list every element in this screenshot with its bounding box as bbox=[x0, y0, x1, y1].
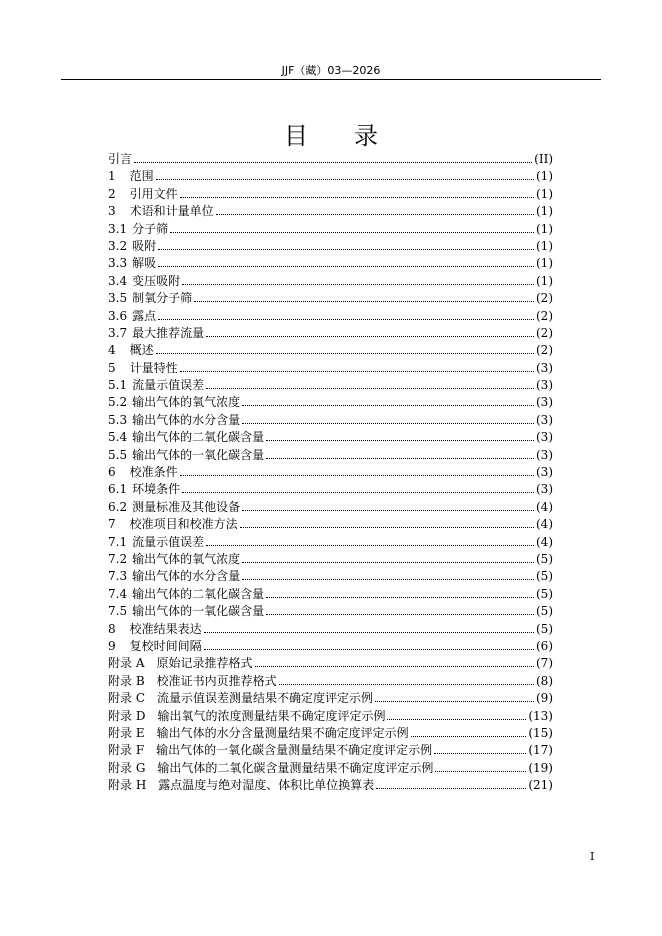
toc-entry-label: 变压吸附 bbox=[132, 273, 181, 288]
toc-entry-number: 附录 H bbox=[108, 778, 147, 793]
toc-entry-page: (5) bbox=[536, 604, 553, 619]
toc-entry-page: (5) bbox=[536, 621, 553, 636]
toc-leader-dots bbox=[434, 753, 526, 754]
toc-entry-label: 术语和计量单位 bbox=[129, 204, 214, 219]
toc-entry-page: (2) bbox=[536, 325, 553, 340]
toc-leader-dots bbox=[216, 214, 534, 215]
toc-entry-number: 附录 D bbox=[108, 708, 146, 723]
toc-entry-label: 输出气体的一氧化碳含量 bbox=[132, 447, 265, 462]
page-title: 目录 bbox=[284, 122, 424, 150]
toc-entry-number: 附录 E bbox=[108, 725, 145, 740]
toc-entry-page: (II) bbox=[534, 152, 553, 166]
toc-entry[interactable] bbox=[108, 220, 553, 237]
toc-entry-number: 3.6 bbox=[108, 308, 128, 323]
toc-entry-number: 5.5 bbox=[108, 447, 128, 462]
toc-entry-page: (3) bbox=[536, 447, 553, 462]
toc-leader-dots bbox=[204, 649, 534, 650]
toc-entry[interactable] bbox=[108, 550, 553, 567]
toc-entry-number: 8 bbox=[108, 621, 116, 636]
toc-entry[interactable] bbox=[108, 463, 553, 480]
toc-leader-dots bbox=[134, 162, 532, 163]
toc-entry-page: (3) bbox=[536, 412, 553, 427]
toc-entry-number: 6 bbox=[108, 465, 116, 480]
toc-entry[interactable] bbox=[108, 654, 553, 671]
toc-entry[interactable] bbox=[108, 167, 553, 184]
toc-entry-page: (19) bbox=[528, 760, 553, 775]
toc-entry-label: 引用文件 bbox=[129, 186, 178, 201]
toc-entry[interactable] bbox=[108, 289, 553, 306]
toc-leader-dots bbox=[242, 510, 534, 511]
toc-entry-page: (2) bbox=[536, 291, 553, 306]
toc-leader-dots bbox=[266, 458, 534, 459]
toc-entry-number: 7.4 bbox=[108, 586, 128, 601]
toc-entry[interactable] bbox=[108, 672, 553, 689]
toc-leader-dots bbox=[240, 527, 534, 528]
toc-leader-dots bbox=[242, 423, 534, 424]
toc-entry-number: 1 bbox=[108, 169, 116, 184]
toc-leader-dots bbox=[180, 371, 534, 372]
toc-leader-dots bbox=[242, 579, 534, 580]
toc-entry-number: 5 bbox=[108, 360, 116, 375]
toc-entry-page: (6) bbox=[536, 638, 553, 653]
toc-leader-dots bbox=[375, 701, 534, 702]
toc-entry-page: (3) bbox=[536, 430, 553, 445]
toc-entry-label: 露点 bbox=[132, 308, 157, 323]
toc-entry[interactable] bbox=[108, 237, 553, 254]
toc-entry-page: (4) bbox=[536, 499, 553, 514]
toc-entry[interactable] bbox=[108, 185, 553, 202]
toc-leader-dots bbox=[242, 562, 534, 563]
toc-entry-number: 6.2 bbox=[108, 499, 128, 514]
toc-leader-dots bbox=[435, 771, 526, 772]
toc-entry-page: (4) bbox=[536, 534, 553, 549]
toc-entry-number: 5.2 bbox=[108, 395, 128, 410]
toc-entry[interactable] bbox=[108, 759, 553, 776]
toc-entry-page: (3) bbox=[536, 482, 553, 497]
toc-entry-page: (8) bbox=[536, 673, 553, 688]
toc-entry-label: 测量标准及其他设备 bbox=[132, 499, 241, 514]
toc-entry-page: (2) bbox=[536, 343, 553, 358]
toc-entry-page: (9) bbox=[536, 691, 553, 706]
table-of-contents bbox=[108, 150, 553, 793]
toc-entry-number: 2 bbox=[108, 186, 116, 201]
toc-entry-page: (3) bbox=[536, 395, 553, 410]
toc-entry-label: 概述 bbox=[129, 343, 154, 358]
toc-entry-label: 吸附 bbox=[132, 238, 157, 253]
toc-entry-page: (17) bbox=[528, 743, 553, 758]
toc-entry-label: 校准结果表达 bbox=[129, 621, 202, 636]
toc-entry-number: 附录 F bbox=[108, 743, 145, 758]
toc-entry-page: (5) bbox=[536, 569, 553, 584]
toc-entry-label: 输出气体的氧气浓度 bbox=[132, 395, 241, 410]
toc-entry-number: 3.1 bbox=[108, 221, 128, 236]
toc-entry-label: 露点温度与绝对湿度、体积比单位换算表 bbox=[158, 778, 375, 793]
toc-entry-number: 3.5 bbox=[108, 291, 128, 306]
toc-leader-dots bbox=[158, 266, 534, 267]
toc-leader-dots bbox=[266, 440, 534, 441]
toc-entry-page: (3) bbox=[536, 378, 553, 393]
toc-entry[interactable] bbox=[108, 741, 553, 758]
toc-entry-number: 7.2 bbox=[108, 551, 128, 566]
toc-entry[interactable] bbox=[108, 776, 553, 793]
toc-entry-label: 制氧分子筛 bbox=[132, 291, 193, 306]
toc-leader-dots bbox=[411, 736, 527, 737]
toc-leader-dots bbox=[180, 197, 534, 198]
toc-entry-page: (1) bbox=[536, 273, 553, 288]
toc-entry-label: 输出气体的氧气浓度 bbox=[132, 551, 241, 566]
toc-entry-label: 输出气体的水分含量 bbox=[132, 569, 241, 584]
toc-leader-dots bbox=[170, 232, 534, 233]
toc-entry[interactable] bbox=[108, 567, 553, 584]
toc-leader-dots bbox=[204, 632, 534, 633]
toc-entry-label: 输出气体的一氧化碳含量测量结果不确定度评定示例 bbox=[156, 743, 433, 758]
toc-entry[interactable] bbox=[108, 585, 553, 602]
toc-entry-label: 校准项目和校准方法 bbox=[129, 517, 238, 532]
toc-entry-label: 解吸 bbox=[132, 256, 157, 271]
toc-entry-label: 流量示值误差 bbox=[132, 378, 205, 393]
toc-entry-label: 输出气体的二氧化碳含量测量结果不确定度评定示例 bbox=[157, 760, 434, 775]
toc-entry-number: 附录 C bbox=[108, 691, 145, 706]
toc-leader-dots bbox=[279, 684, 534, 685]
toc-entry[interactable] bbox=[108, 446, 553, 463]
toc-entry-page: (7) bbox=[536, 656, 553, 671]
toc-entry-label: 输出气体的水分含量 bbox=[132, 412, 241, 427]
toc-entry-page: (1) bbox=[536, 169, 553, 184]
toc-entry[interactable] bbox=[108, 498, 553, 515]
toc-leader-dots bbox=[156, 353, 534, 354]
toc-entry-label: 输出气体的水分含量测量结果不确定度评定示例 bbox=[156, 725, 409, 740]
toc-entry-page: (5) bbox=[536, 551, 553, 566]
toc-entry-page: (3) bbox=[536, 465, 553, 480]
toc-entry[interactable] bbox=[108, 307, 553, 324]
toc-entry[interactable] bbox=[108, 376, 553, 393]
toc-entry-number: 5.3 bbox=[108, 412, 128, 427]
toc-entry-number: 9 bbox=[108, 638, 116, 653]
toc-entry-page: (1) bbox=[536, 238, 553, 253]
toc-entry-page: (1) bbox=[536, 204, 553, 219]
toc-entry-page: (4) bbox=[536, 517, 553, 532]
toc-entry[interactable] bbox=[108, 411, 553, 428]
toc-entry-page: (15) bbox=[528, 725, 553, 740]
toc-leader-dots bbox=[158, 319, 534, 320]
toc-entry-label: 输出气体的二氧化碳含量 bbox=[132, 430, 265, 445]
document-code-header: JJF（藏）03—2026 bbox=[281, 64, 381, 77]
toc-entry[interactable] bbox=[108, 533, 553, 550]
toc-entry-label: 复校时间间隔 bbox=[129, 638, 202, 653]
toc-entry[interactable] bbox=[108, 480, 553, 497]
toc-entry-label: 最大推荐流量 bbox=[132, 325, 205, 340]
toc-entry[interactable] bbox=[108, 393, 553, 410]
toc-entry-label: 流量示值误差 bbox=[132, 534, 205, 549]
toc-entry-number: 3.2 bbox=[108, 238, 128, 253]
toc-entry-number: 3.4 bbox=[108, 273, 128, 288]
toc-leader-dots bbox=[376, 788, 526, 789]
toc-entry-number: 7.5 bbox=[108, 604, 128, 619]
toc-entry[interactable] bbox=[108, 620, 553, 637]
toc-leader-dots bbox=[156, 179, 534, 180]
toc-leader-dots bbox=[266, 597, 534, 598]
toc-entry-number: 7.1 bbox=[108, 534, 128, 549]
toc-leader-dots bbox=[387, 719, 526, 720]
toc-entry-number: 附录 B bbox=[108, 673, 145, 688]
toc-leader-dots bbox=[266, 614, 534, 615]
toc-entry-number: 4 bbox=[108, 343, 116, 358]
toc-entry-label: 环境条件 bbox=[132, 482, 181, 497]
toc-entry[interactable] bbox=[108, 637, 553, 654]
toc-entry-label: 流量示值误差测量结果不确定度评定示例 bbox=[157, 691, 374, 706]
toc-entry[interactable] bbox=[108, 724, 553, 741]
toc-entry-number: 5.1 bbox=[108, 378, 128, 393]
toc-entry-label: 原始记录推荐格式 bbox=[156, 656, 253, 671]
toc-leader-dots bbox=[158, 249, 534, 250]
toc-entry-label: 计量特性 bbox=[129, 360, 178, 375]
toc-entry[interactable] bbox=[108, 202, 553, 219]
toc-entry[interactable] bbox=[108, 707, 553, 724]
toc-leader-dots bbox=[180, 475, 534, 476]
toc-leader-dots bbox=[242, 405, 534, 406]
toc-leader-dots bbox=[206, 336, 534, 337]
toc-entry-label: 输出气体的二氧化碳含量 bbox=[132, 586, 265, 601]
toc-leader-dots bbox=[206, 545, 534, 546]
toc-entry-label: 输出气体的一氧化碳含量 bbox=[132, 604, 265, 619]
toc-entry-page: (2) bbox=[536, 308, 553, 323]
toc-entry[interactable] bbox=[108, 602, 553, 619]
toc-entry[interactable] bbox=[108, 428, 553, 445]
toc-entry[interactable] bbox=[108, 515, 553, 532]
toc-entry-page: (1) bbox=[536, 221, 553, 236]
toc-entry-label: 分子筛 bbox=[132, 221, 169, 236]
page-number: I bbox=[590, 850, 595, 863]
header-divider bbox=[61, 79, 601, 80]
toc-entry[interactable] bbox=[108, 324, 553, 341]
toc-entry[interactable] bbox=[108, 689, 553, 706]
toc-entry[interactable] bbox=[108, 341, 553, 358]
toc-entry-number: 6.1 bbox=[108, 482, 128, 497]
toc-entry-number: 5.4 bbox=[108, 430, 128, 445]
toc-entry-page: (5) bbox=[536, 586, 553, 601]
toc-entry-page: (3) bbox=[536, 360, 553, 375]
toc-entry-number: 7 bbox=[108, 517, 116, 532]
toc-leader-dots bbox=[206, 388, 534, 389]
toc-entry-number: 3 bbox=[108, 204, 116, 219]
toc-leader-dots bbox=[255, 666, 535, 667]
toc-entry-label: 校准条件 bbox=[129, 465, 178, 480]
toc-entry-number: 3.3 bbox=[108, 256, 128, 271]
toc-entry-label: 校准证书内页推荐格式 bbox=[156, 673, 277, 688]
toc-entry[interactable] bbox=[108, 254, 553, 271]
toc-entry-number: 附录 G bbox=[108, 760, 146, 775]
toc-entry-number: 3.7 bbox=[108, 325, 128, 340]
toc-entry-number: 7.3 bbox=[108, 569, 128, 584]
toc-entry-label: 输出氧气的浓度测量结果不确定度评定示例 bbox=[157, 708, 386, 723]
toc-leader-dots bbox=[182, 492, 534, 493]
toc-entry-page: (1) bbox=[536, 186, 553, 201]
toc-entry[interactable] bbox=[108, 150, 553, 167]
toc-leader-dots bbox=[194, 301, 534, 302]
toc-entry[interactable] bbox=[108, 359, 553, 376]
toc-leader-dots bbox=[182, 284, 534, 285]
toc-entry[interactable] bbox=[108, 272, 553, 289]
toc-entry-number: 附录 A bbox=[108, 656, 145, 671]
toc-entry-page: (1) bbox=[536, 256, 553, 271]
toc-entry-page: (13) bbox=[528, 708, 553, 723]
toc-entry-label: 引言 bbox=[108, 152, 133, 166]
toc-entry-page: (21) bbox=[528, 778, 553, 793]
toc-entry-label: 范围 bbox=[129, 169, 154, 184]
